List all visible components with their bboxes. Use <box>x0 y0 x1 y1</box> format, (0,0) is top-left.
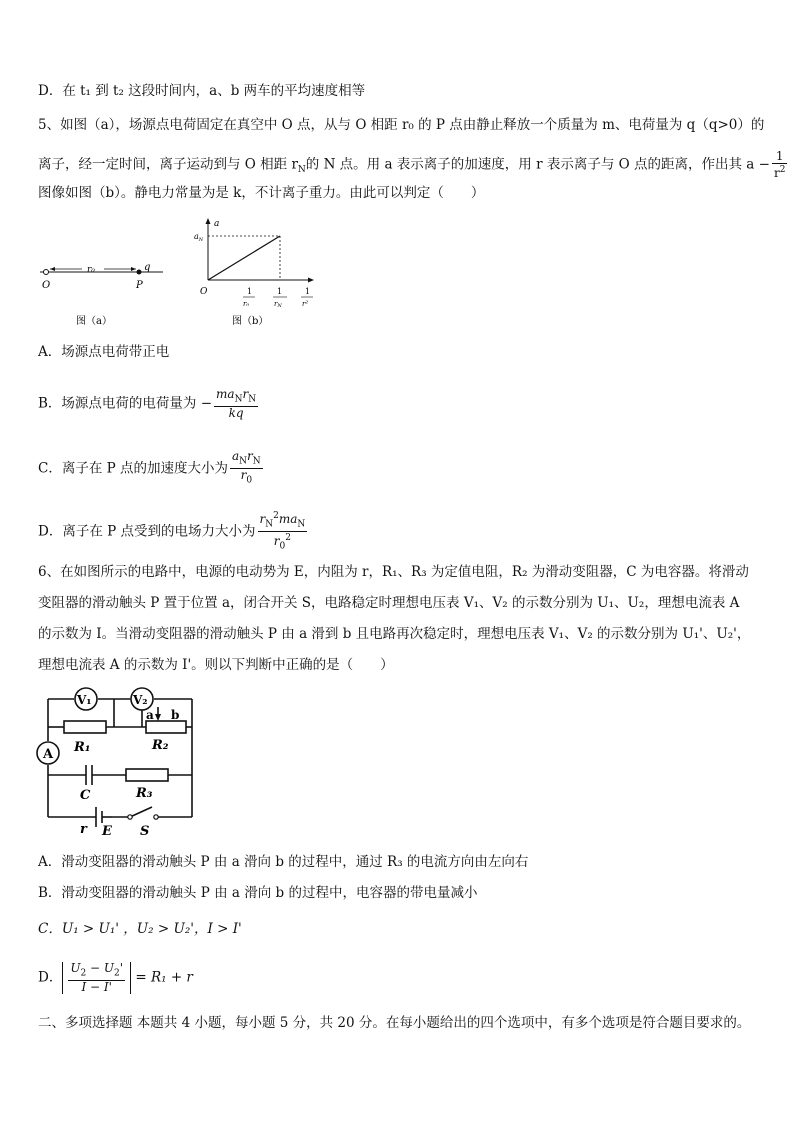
q5-option-c-fraction: $\frac{a_Nr_N}{r_0}$ <box>232 449 261 486</box>
circuit-b-label: b <box>171 708 180 722</box>
section-2-heading: 二、多项选择题 本题共 4 小题，每小题 5 分，共 20 分。在每小题给出的四个选项中，有多个选项是符合题目要求的。 <box>38 1015 751 1031</box>
circuit-C-label: C <box>80 788 91 803</box>
fig-a-caption: 图（a） <box>76 316 112 327</box>
fig-b-tick-rN-den: rN <box>274 300 282 309</box>
q5-option-b-fraction: $\frac{ma_Nr_N}{kq}$ <box>216 387 257 421</box>
circuit-V1-label: V₁ <box>77 693 92 707</box>
q6-stem-line1: 6、在如图所示的电路中，电源的电动势为 E，内阻为 r，R₁、R₃ 为定值电阻，R₂ 为滑动变阻器，C 为电容器。将滑动 <box>38 564 749 580</box>
fig-b-axis-x-den: r² <box>302 300 309 308</box>
fig-b-caption: 图（b） <box>232 316 269 327</box>
fig-b-aN-text: a <box>194 232 199 241</box>
q5-figure-b <box>192 218 322 330</box>
circuit-a-label: a <box>146 708 154 722</box>
q6-stem-line4: 理想电流表 A 的示数为 I'。则以下判断中正确的是（ ） <box>38 657 394 673</box>
fig-a-r0-label: r₀ <box>87 265 95 275</box>
q5-figure-a <box>38 258 168 330</box>
circuit-R1-label: R₁ <box>74 740 91 755</box>
circuit-r-label: r <box>80 822 87 837</box>
q6-option-d-suffix: = R₁ + r <box>135 969 193 986</box>
q6-option-d-prefix: D． <box>38 969 63 986</box>
q5-option-b <box>38 388 260 420</box>
q5-stem-line3: 图像如图（b）。静电力常量为是 k，不计离子重力。由此可以判定（ ） <box>38 185 485 201</box>
fig-b-tick-rN-num: 1 <box>277 287 283 296</box>
q5-option-a: A．场源点电荷带正电 <box>38 344 170 360</box>
q5-stem-line2-b: 的 N 点。用 a 表示离子的加速度，用 r 表示离子与 O 点的距离，作出其 a − <box>305 156 770 173</box>
circuit-V2-label: V₂ <box>133 693 148 707</box>
q6-option-b: B．滑动变阻器的滑动触头 P 由 a 滑向 b 的过程中，电容器的带电量减小 <box>38 885 478 901</box>
fig-b-a-axis-label: a <box>214 219 220 229</box>
fig-a-q-label: q <box>144 262 151 273</box>
q6-stem-line2: 变阻器的滑动触头 P 置于位置 a，闭合开关 S，电路稳定时理想电压表 V₁、V₂ 的示数分别为 U₁、U₂，理想电流表 A <box>38 595 740 611</box>
q5-option-d <box>38 510 309 554</box>
circuit-R3-label: R₃ <box>136 786 153 801</box>
q6-stem-line3: 的示数为 I。当滑动变阻器的滑动触头 P 由 a 滑到 b 且电路再次稳定时，理想电压表 V₁、V₂ 的示数分别为 U₁'、U₂'， <box>38 626 751 642</box>
q5-stem-line2: 离子，经一定时间，离子运动到与 O 相距 $r_N$的 N 点。用 a 表示离子的加速度，用 r 表示离子与 O 点的距离，作出其 a − $\frac{1}{r^2}$ <box>38 149 786 180</box>
fig-b-tick-r0-num: 1 <box>247 287 253 296</box>
q5-stem-line2-a: 离子，经一定时间，离子运动到与 O 相距 r <box>38 156 298 173</box>
q6-option-d-fraction: $\frac{U_2 - U_2'}{I - I'}$ <box>70 961 124 995</box>
q5-option-d-fraction: $\frac{r_N^2ma_N}{r_0^2}$ <box>259 511 306 552</box>
circuit-A-label: A <box>43 747 54 762</box>
fig-a-O-label: O <box>42 280 51 291</box>
circuit-R2-label: R₂ <box>152 738 169 753</box>
fig-b-axis-x-num: 1 <box>305 287 311 296</box>
fig-b-rN-text: r <box>274 300 278 308</box>
q5-option-d-text: D．离子在 P 点受到的电场力大小为 <box>38 523 256 540</box>
q5-option-c-text: C．离子在 P 点的加速度大小为 <box>38 460 228 477</box>
q6-option-d <box>38 962 193 994</box>
q5-option-b-text: B．场源点电荷的电荷量为 − <box>38 395 213 412</box>
q6-option-d-abs <box>62 962 131 994</box>
q6-option-c: C．U₁ > U₁' ，U₂ > U₂'，I > I' <box>38 921 242 937</box>
q5-option-c <box>38 450 265 488</box>
q4-option-d: D．在 t₁ 到 t₂ 这段时间内，a、b 两车的平均速度相等 <box>38 83 366 99</box>
q6-circuit-diagram <box>34 683 204 838</box>
fig-b-aN-label: $a_N$ <box>194 232 204 243</box>
fig-b-tick-r0-den: r₀ <box>243 300 250 308</box>
fig-b-O-label: O <box>200 287 208 297</box>
q5-stem-line1: 5、如图（a），场源点电荷固定在真空中 O 点，从与 O 相距 r₀ 的 P 点由静止释放一个质量为 m、电荷量为 q（q>0）的 <box>38 117 765 133</box>
q6-option-a: A．滑动变阻器的滑动触头 P 由 a 滑向 b 的过程中，通过 R₃ 的电流方向由左向右 <box>38 854 529 870</box>
circuit-E-label: E <box>102 824 112 838</box>
fig-a-P-label: P <box>136 280 143 291</box>
q5-inline-fraction: $\frac{1}{r^2}$ <box>773 149 786 180</box>
circuit-S-label: S <box>140 824 150 838</box>
